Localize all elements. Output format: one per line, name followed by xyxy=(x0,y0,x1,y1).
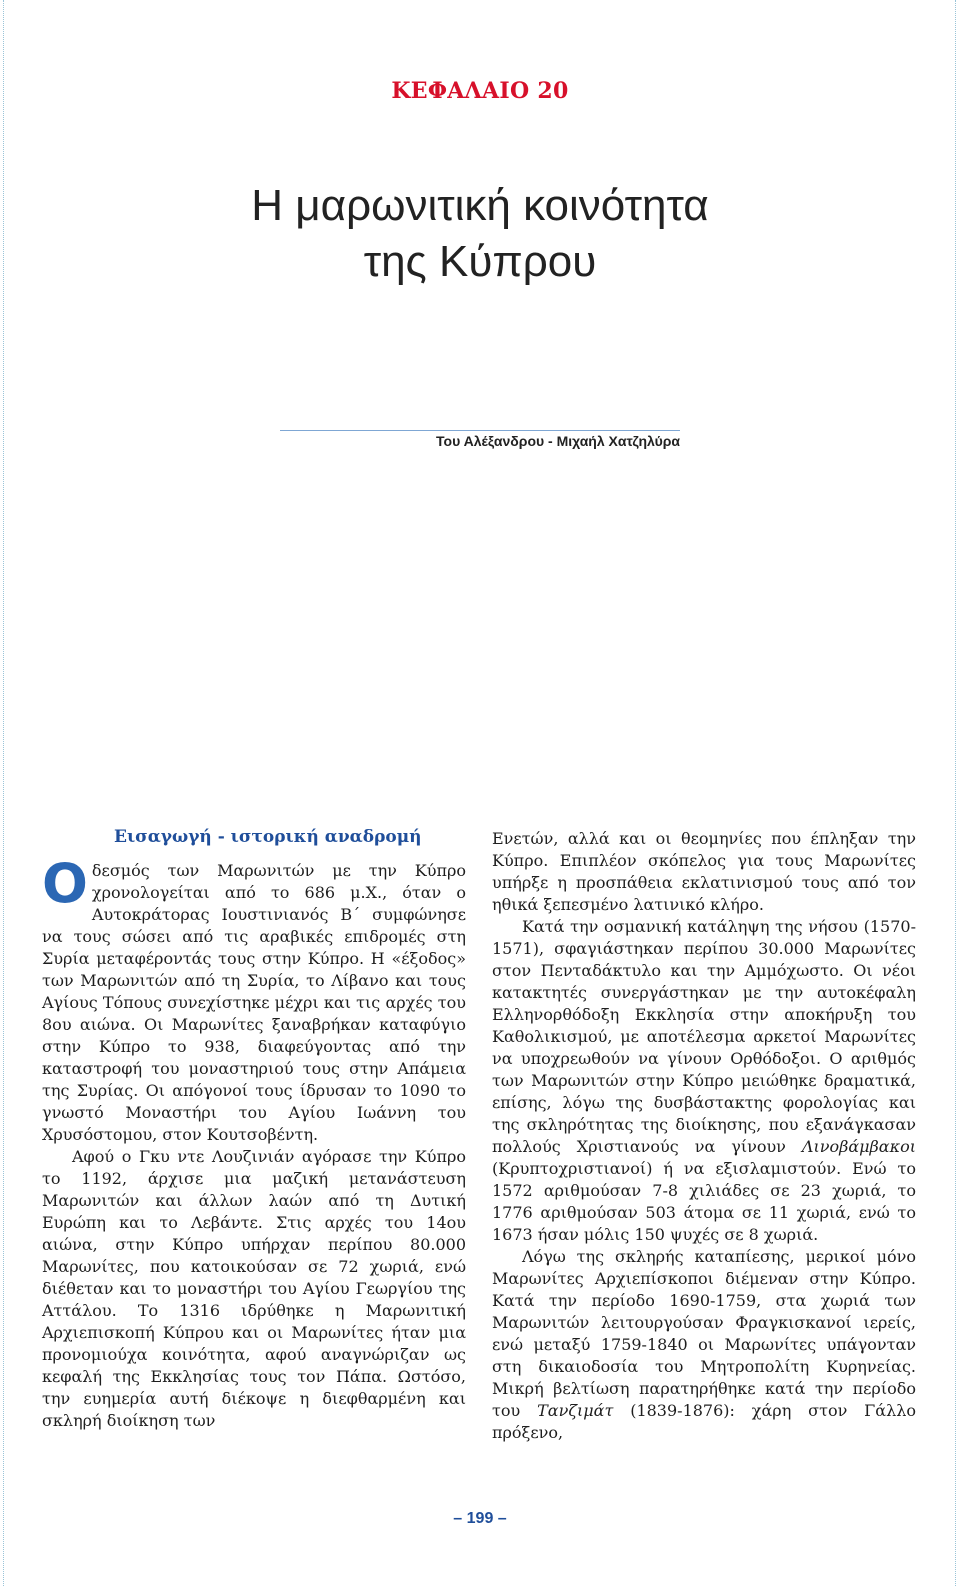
paragraph-text: Λόγω της σκληρής καταπίεσης, μερικοί μόνο Μαρωνίτες Αρχιεπίσκοποι διέμεναν στην Κύπρο. Κατά την περίοδο 1690-1759, στα χωριά των Μαρωνιτών λειτουργούσαν Φραγκισκανοί ιερείς, ενώ μεταξύ 1759-1840 οι Μαρωνίτες υπάγονταν στη δικαιοδοσία του Μητροπολίτη Κυρηνείας. Μικρή βελτίωση παρατηρήθηκε κατά την περίοδο του xyxy=(492,1247,916,1420)
author-byline: Του Αλέξανδρου - Μιχαήλ Χατζηλύρα xyxy=(436,433,680,449)
page-title xyxy=(0,178,960,290)
chapter-label: ΚΕΦΑΛΑΙΟ 20 xyxy=(391,78,569,104)
paragraph xyxy=(492,1246,916,1444)
paragraph: Ενετών, αλλά και οι θεομηνίες που έπληξαν την Κύπρο. Επιπλέον σκόπελος για τους Μαρωνίτες υπήρξε η προσπάθεια εκλατινισμού τους από τον ηθικά ξεπεσμένο λατινικό κλήρο. xyxy=(492,829,916,914)
paragraph-text: (1839-1876): χάρη στον Γάλλο πρόξενο, xyxy=(492,1401,917,1442)
title-divider xyxy=(280,430,680,431)
paragraph-text: (Κρυπτοχριστιανοί) ή να εξισλαμιστούν. Ενώ το 1572 αριθμούσαν 7-8 χιλιάδες σε 23 χωριά, το 1776 αριθμούσαν 503 άτομα σε 11 χωριά, ενώ το 1673 ήσαν μόλις 150 ψυχές σε 8 χωριά. xyxy=(492,1159,916,1244)
page-number: – 199 – xyxy=(453,1510,507,1527)
paragraph-text: Κατά την οσμανική κατάληψη της νήσου (1570-1571), σφαγιάστηκαν περίπου 30.000 Μαρωνίτες στον Πενταδάκτυλο και την Αμμόχωστο. Οι νέοι κατακτητές συνεργάστηκαν με την αυτοκέφαλη Ελληνορθόδοξη Εκκλησία στην αποκήρυξη του Καθολικισμού, με αποτέλεσμα αρκετοί Μαρωνίτες να υποχρεωθούν να γίνουν Ορθόδοξοι. Ο αριθμός των Μαρωνιτών στην Κύπρο μειώθηκε δραματικά, επίσης, λόγω της δυσβάστακτης φορολογίας και της σκληρότητας της διοίκησης, που εξανάγκασαν πολλούς Χριστιανούς να γίνουν xyxy=(492,917,916,1156)
italic-term: Τανζιμάτ xyxy=(537,1401,614,1420)
section-heading: Εισαγωγή - ιστορική αναδρομή xyxy=(114,827,422,847)
paragraph-text: δεσμός των Μαρωνιτών με την Κύπρο χρονολογείται από το 686 μ.Χ., όταν ο Αυτοκράτορας Ιουστινιανός Β΄ συμφώνησε να τους σώσει από τις αραβικές επιδρομές στη Συρία μεταφέροντάς τους στην Κύπρο. Η «έξοδος» των Μαρωνιτών από τη Συρία, το Λίβανο και τους Αγίους Τόπους συνεχίστηκε μέχρι και τις αρχές του 8ου αιώνα. Οι Μαρωνίτες ξαναβρήκαν καταφύγιο στην Κύπρο το 938, διαφεύγοντας από την καταστροφή του μοναστηριού τους στην Απάμεια της Συρίας. Οι απόγονοί τους ίδρυσαν το 1090 το γνωστό Μοναστήρι του Αγίου Ιωάννη του Χρυσόστομου, στον Κουτσοβέντη. xyxy=(42,861,466,1144)
left-column xyxy=(42,826,466,1432)
paragraph: Αφού ο Γκυ ντε Λουζινιάν αγόρασε την Κύπρο το 1192, άρχισε μια μαζική μετανάστευση Μαρωνιτών και άλλων λαών από τη Δυτική Ευρώπη και το Λεβάντε. Στις αρχές του 14ου αιώνα, στην Κύπρο υπήρχαν περίπου 80.000 Μαρωνίτες, που κατοικούσαν σε 72 χωριά, ενώ διέθεταν και το μοναστήρι του Αγίου Γεωργίου της Αττάλου. Το 1316 ιδρύθηκε η Μαρωνιτική Αρχιεπισκοπή Κύπρου και οι Μαρωνίτες ήταν μια προνομιούχα κοινότητα, αφού αναγνώριζαν ως κεφαλή της Εκκλησίας τους τον Πάπα. Ωστόσο, την ευημερία αυτή διέκοψε η διεφθαρμένη και σκληρή διοίκηση των xyxy=(42,1147,466,1430)
title-line-1: Η μαρωνιτική κοινότητα xyxy=(251,181,709,230)
paragraph xyxy=(42,852,466,1146)
italic-term: Λινοβάμβακοι xyxy=(801,1137,916,1156)
right-column xyxy=(492,828,916,1444)
paragraph xyxy=(492,916,916,1246)
drop-cap: O xyxy=(42,852,88,915)
title-line-2: της Κύπρου xyxy=(363,237,597,286)
